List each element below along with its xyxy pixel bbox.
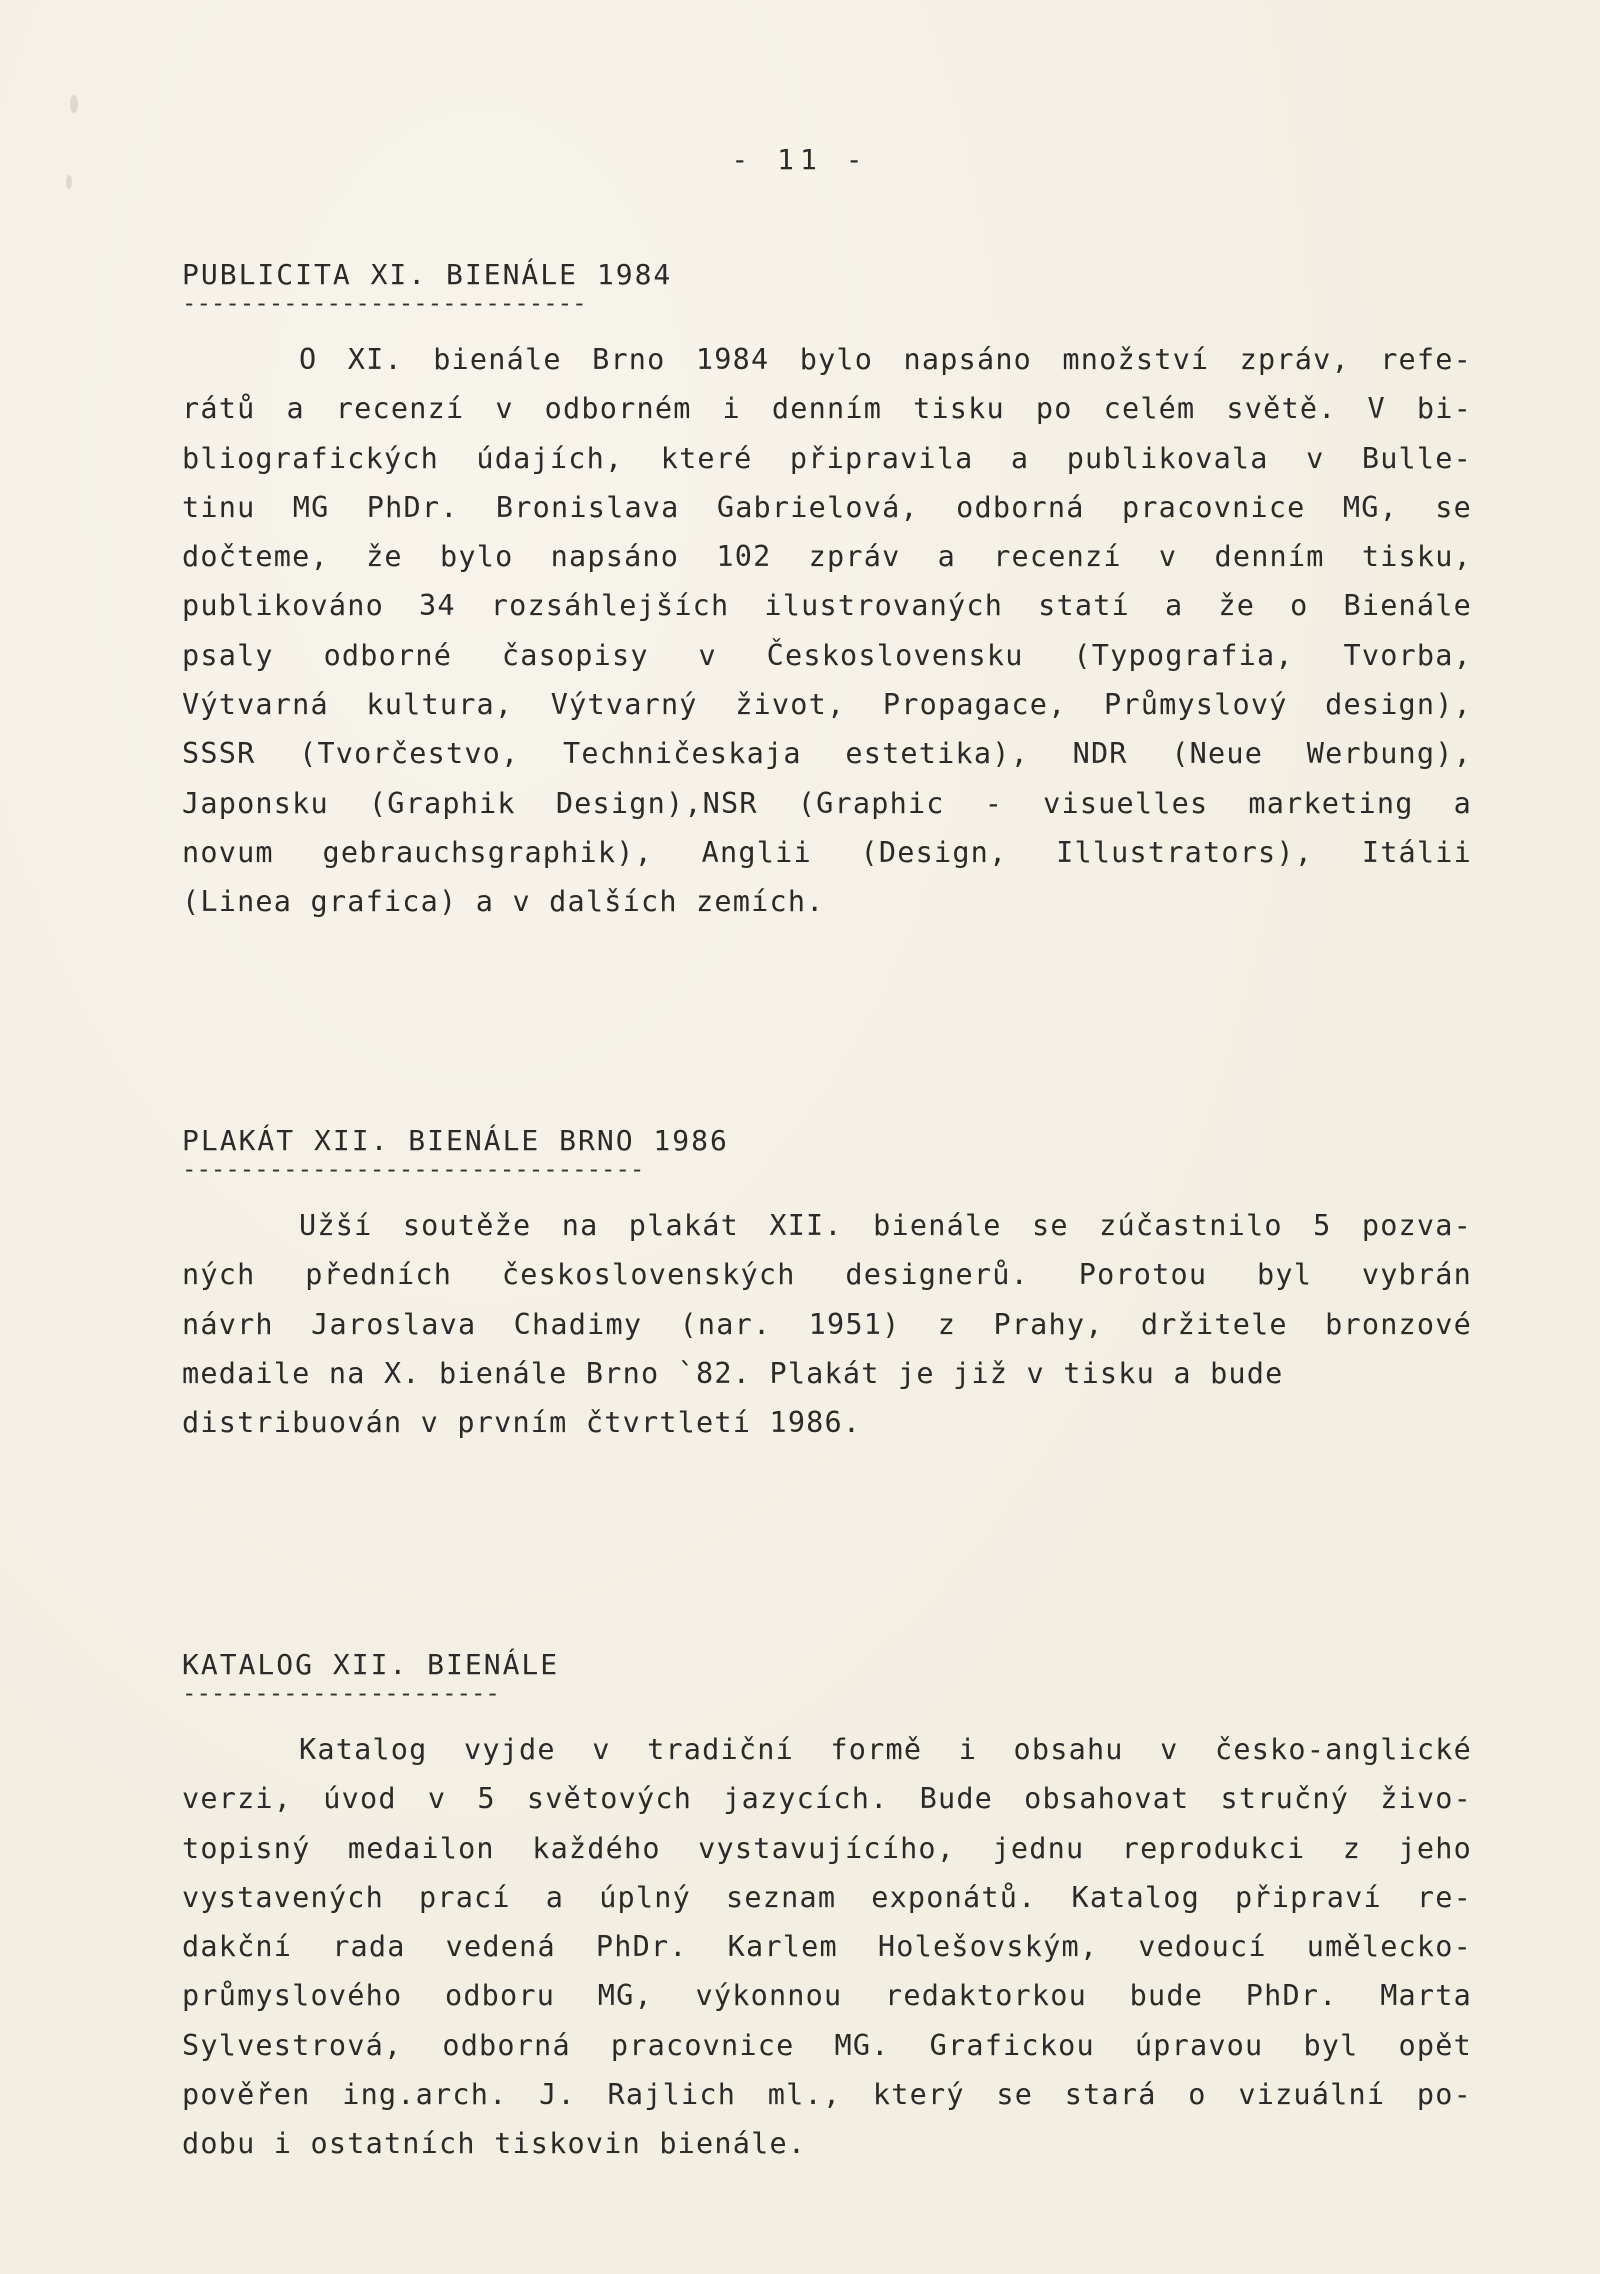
heading-underline: ---------------------- [182,1679,500,1707]
text-line: ných předních československých designerů. Porotou byl vybrán [182,1258,1472,1292]
section-heading: PLAKÁT XII. BIENÁLE BRNO 1986 [182,1124,729,1157]
text-line: novum gebrauchsgraphik), Anglii (Design, Illustrators), Itálii [182,835,1472,869]
section-publicita [182,258,1472,927]
text-line: O XI. bienále Brno 1984 bylo napsáno množství zpráv, refe- [299,343,1472,376]
text-line: distribuován v prvním čtvrtletí 1986. [182,1406,862,1440]
heading-underline: -------------------------------- [182,1155,645,1183]
text-line: psaly odborné časopisy v Československu (Typografia, Tvorba, [182,638,1472,672]
section-katalog [182,1648,1472,2169]
text-line: verzi, úvod v 5 světových jazycích. Bude obsahovat stručný živo- [182,1782,1472,1816]
text-line: (Linea grafica) a v dalších zemích. [182,885,825,919]
section-heading: PUBLICITA XI. BIENÁLE 1984 [182,258,673,291]
text-line: Japonsku (Graphik Design),NSR (Graphic - visuelles marketing a [182,786,1472,820]
text-line: pověřen ing.arch. J. Rajlich ml., který se stará o vizuální po- [182,2078,1472,2112]
text-line: publikováno 34 rozsáhlejších ilustrovaných statí a že o Bienále [182,589,1472,623]
text-line: Užší soutěže na plakát XII. bienále se zúčastnilo 5 pozva- [299,1209,1472,1242]
section-paragraph [182,335,1472,927]
text-line: návrh Jaroslava Chadimy (nar. 1951) z Prahy, držitele bronzové [182,1307,1472,1341]
text-line: dobu i ostatních tiskovin bienále. [182,2127,807,2161]
section-paragraph [182,1201,1472,1447]
text-line: vystavených prací a úplný seznam exponátů. Katalog připraví re- [182,1880,1472,1914]
text-line: Katalog vyjde v tradiční formě i obsahu v česko-anglické [299,1733,1472,1766]
text-line: medaile na X. bienále Brno `82. Plakát je již v tisku a bude [182,1356,1284,1390]
text-line: bliografických údajích, které připravila a publikovala v Bulle- [182,441,1472,475]
page-number: - 11 - [731,143,869,176]
heading-underline: ---------------------------- [182,289,587,317]
text-line: dakční rada vedená PhDr. Karlem Holešovským, vedoucí umělecko- [182,1930,1472,1964]
text-line: Sylvestrová, odborná pracovnice MG. Grafickou úpravou byl opět [182,2028,1472,2062]
section-plakat [182,1124,1472,1447]
text-line: průmyslového odboru MG, výkonnou redaktorkou bude PhDr. Marta [182,1979,1472,2013]
section-heading: KATALOG XII. BIENÁLE [182,1648,560,1681]
text-line: SSSR (Tvorčestvo, Techničeskaja estetika), NDR (Neue Werbung), [182,737,1472,771]
text-line: rátů a recenzí v odborném i denním tisku po celém světě. V bi- [182,392,1472,426]
paper-smudge [66,175,72,189]
paper-smudge [70,95,78,113]
text-line: Výtvarná kultura, Výtvarný život, Propagace, Průmyslový design), [182,688,1472,722]
text-line: tinu MG PhDr. Bronislava Gabrielová, odborná pracovnice MG, se [182,490,1472,524]
text-line: topisný medailon každého vystavujícího, jednu reprodukci z jeho [182,1831,1472,1865]
text-line: dočteme, že bylo napsáno 102 zpráv a recenzí v denním tisku, [182,540,1472,574]
section-paragraph [182,1725,1472,2169]
